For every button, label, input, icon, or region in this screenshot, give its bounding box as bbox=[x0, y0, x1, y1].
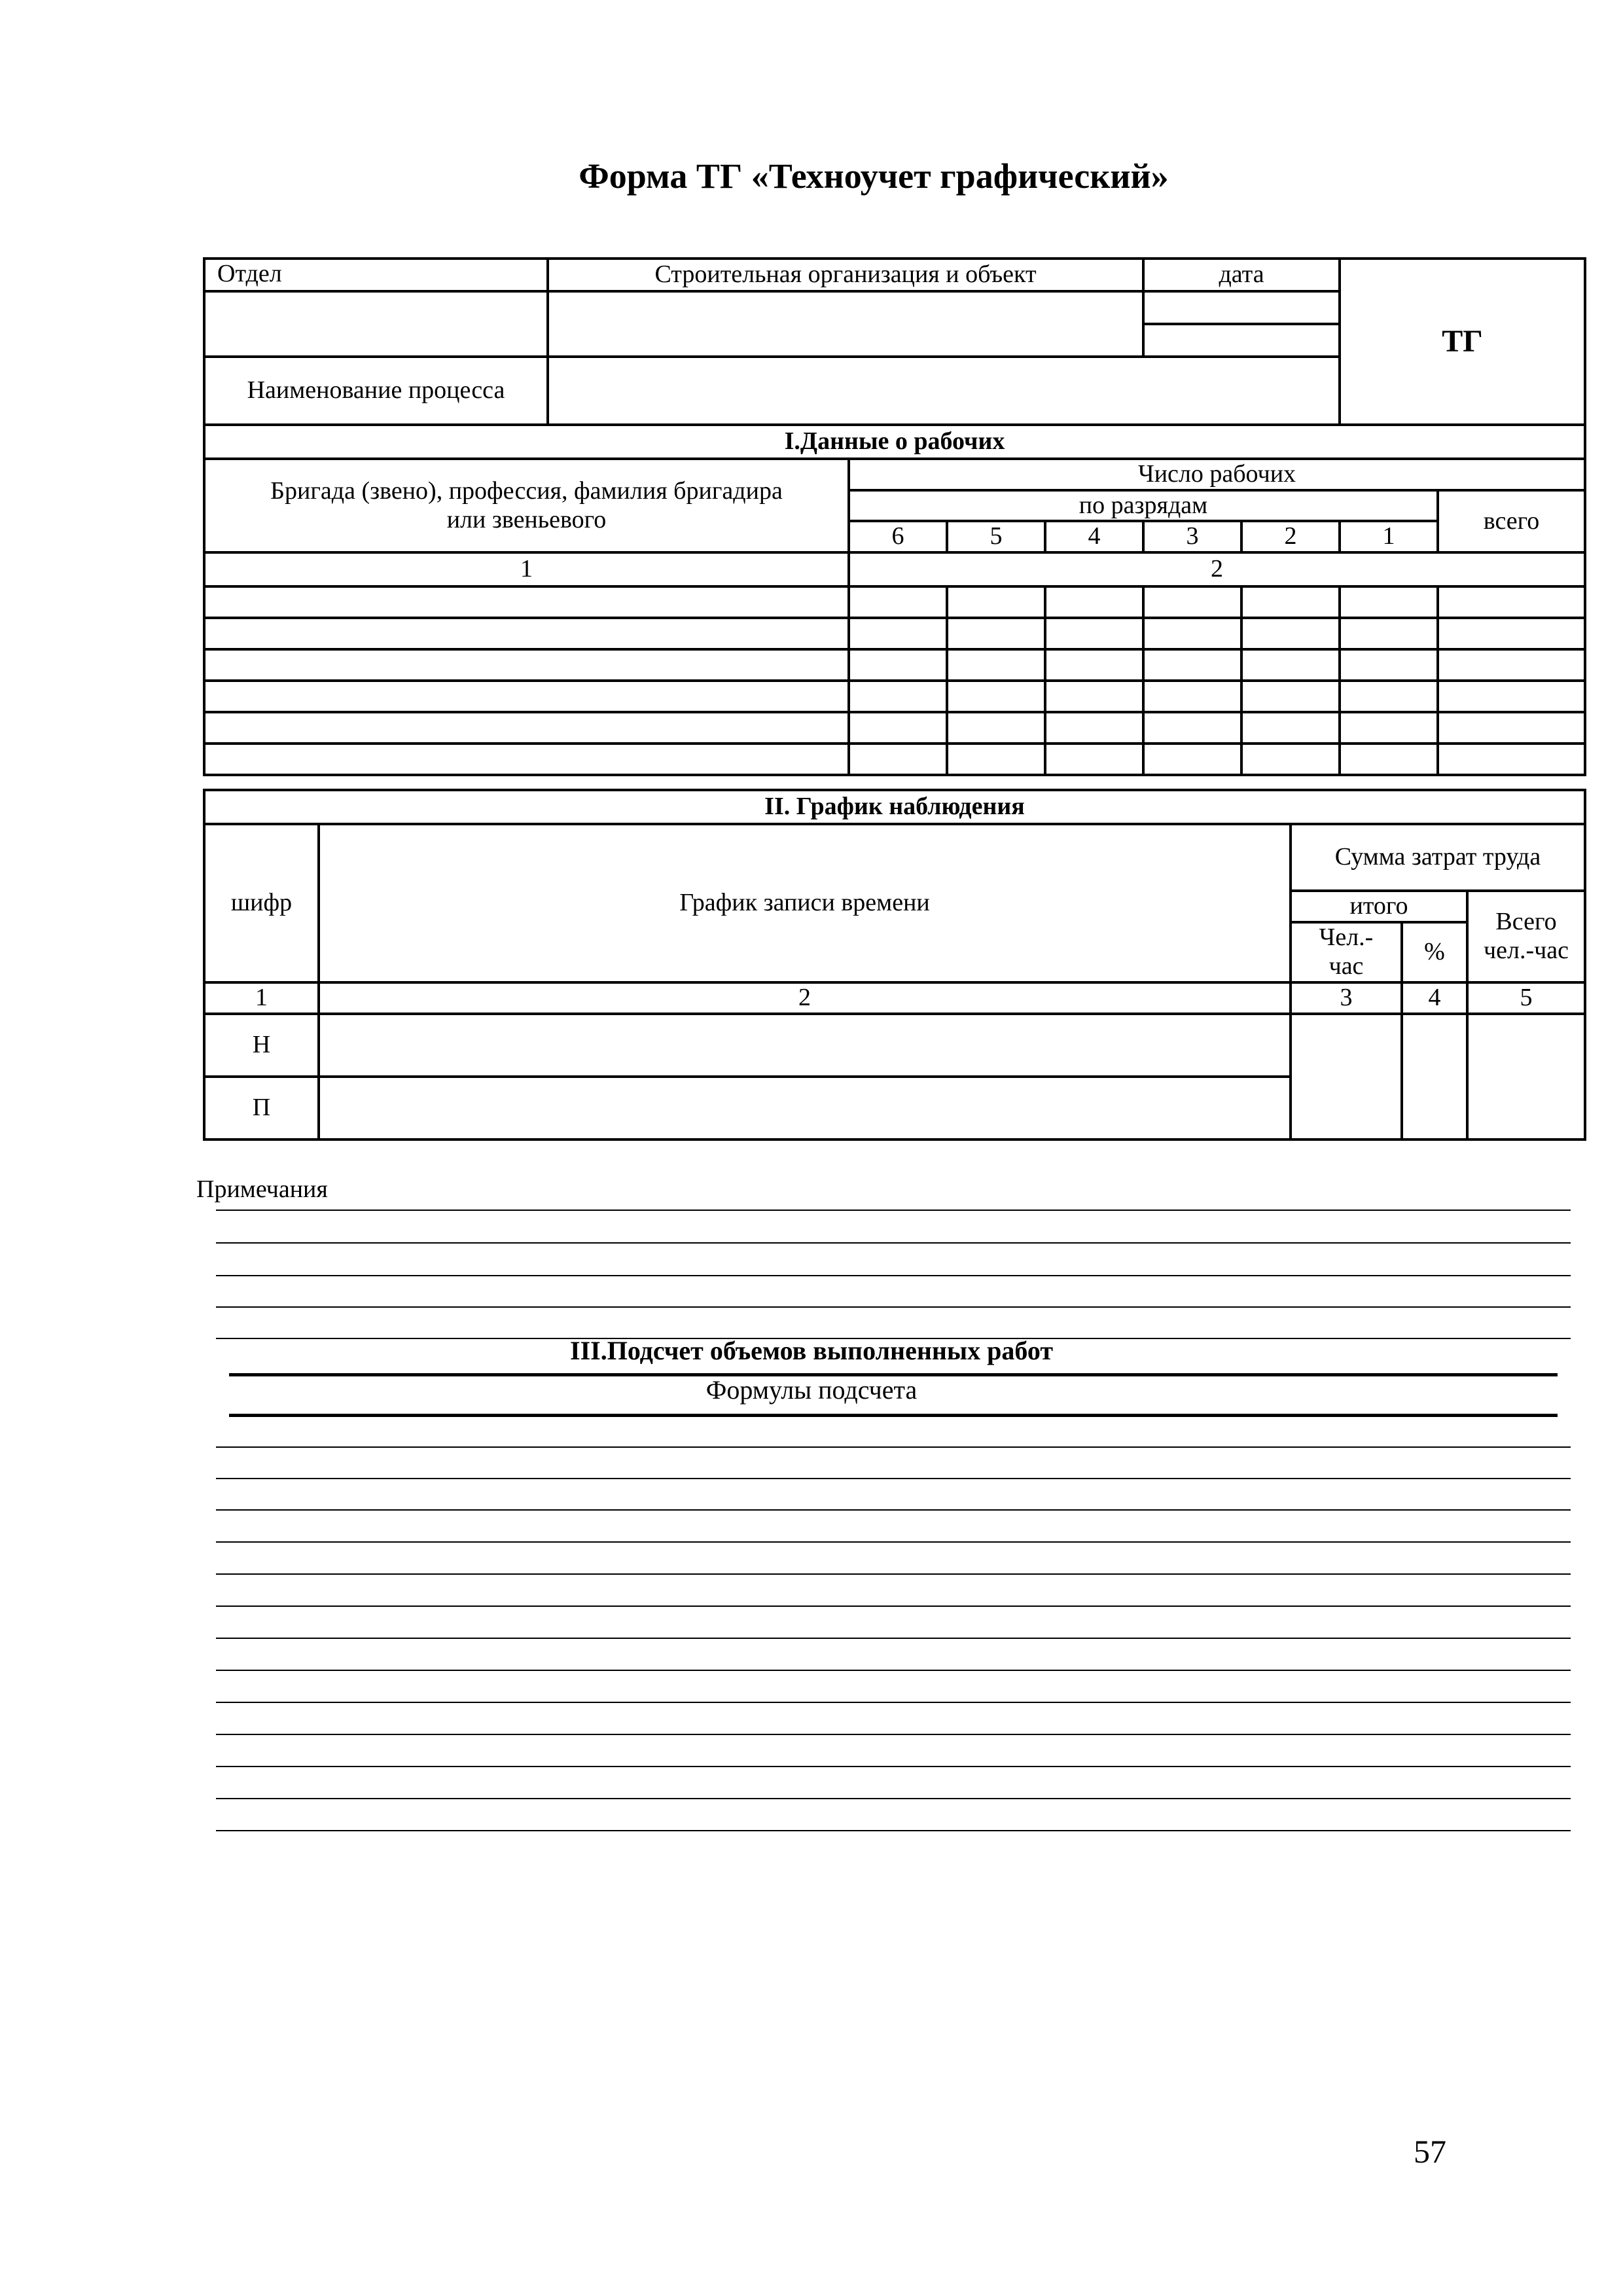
date-label: дата bbox=[1143, 259, 1340, 291]
column-number-2: 2 bbox=[849, 552, 1585, 586]
grand-total-label: Всего bbox=[1495, 908, 1557, 936]
formula-line[interactable] bbox=[216, 1830, 1571, 1831]
formula-line[interactable] bbox=[216, 1605, 1571, 1607]
notes-line[interactable] bbox=[216, 1242, 1571, 1244]
department-label: Отдел bbox=[204, 259, 548, 291]
section3-divider bbox=[229, 1414, 1558, 1417]
page-title: Форма ТГ «Техноучет графический» bbox=[579, 156, 1169, 196]
notes-line[interactable] bbox=[216, 1306, 1571, 1308]
worker-row bbox=[204, 586, 1585, 618]
process-name-value[interactable] bbox=[548, 357, 1340, 425]
grade-1: 1 bbox=[1340, 521, 1438, 552]
subtotal-header: итого bbox=[1291, 891, 1467, 922]
organization-value[interactable] bbox=[548, 291, 1143, 357]
worker-row bbox=[204, 712, 1585, 744]
num-5: 5 bbox=[1467, 982, 1585, 1014]
section3-subtitle: Формулы подсчета bbox=[705, 1375, 918, 1405]
formula-line[interactable] bbox=[216, 1798, 1571, 1799]
worker-row bbox=[204, 649, 1585, 681]
formula-line[interactable] bbox=[216, 1638, 1571, 1639]
formula-line[interactable] bbox=[216, 1509, 1571, 1511]
form-table-graph bbox=[203, 789, 1586, 1141]
department-value[interactable] bbox=[204, 291, 548, 357]
time-grid-row-n[interactable] bbox=[319, 1014, 1291, 1077]
section3-title: III.Подсчет объемов выполненных работ bbox=[570, 1336, 1053, 1365]
form-code: ТГ bbox=[1340, 259, 1585, 425]
column-number-1: 1 bbox=[204, 552, 849, 586]
labor-sum-header: Сумма затрат труда bbox=[1291, 824, 1585, 891]
grand-total-header bbox=[1467, 891, 1585, 982]
date-value-2[interactable] bbox=[1143, 324, 1340, 357]
workers-count-header: Число рабочих bbox=[849, 459, 1585, 490]
section1-title: I.Данные о рабочих bbox=[204, 425, 1585, 459]
formula-line[interactable] bbox=[216, 1541, 1571, 1543]
row-label-n: Н bbox=[204, 1014, 319, 1077]
cipher-header: шифр bbox=[204, 824, 319, 982]
formula-line[interactable] bbox=[216, 1766, 1571, 1767]
formula-line[interactable] bbox=[216, 1478, 1571, 1479]
time-grid-row-p[interactable] bbox=[319, 1077, 1291, 1139]
grade-2: 2 bbox=[1241, 521, 1340, 552]
grade-6: 6 bbox=[849, 521, 947, 552]
section2-title: II. График наблюдения bbox=[204, 790, 1585, 824]
grade-4: 4 bbox=[1045, 521, 1143, 552]
percent-header: % bbox=[1402, 922, 1467, 982]
formula-line[interactable] bbox=[216, 1446, 1571, 1448]
notes-line[interactable] bbox=[216, 1275, 1571, 1276]
page-number: 57 bbox=[1414, 2133, 1446, 2170]
schedule-header: График записи времени bbox=[319, 824, 1291, 982]
num-1: 1 bbox=[204, 982, 319, 1014]
notes-label: Примечания bbox=[196, 1175, 328, 1203]
worker-row bbox=[204, 744, 1585, 775]
organization-label: Строительная организация и объект bbox=[548, 259, 1143, 291]
man-hour-lower-label: чел.-час bbox=[1484, 936, 1569, 964]
worker-row bbox=[204, 618, 1585, 649]
num-2: 2 bbox=[319, 982, 1291, 1014]
worker-row bbox=[204, 681, 1585, 712]
formula-line[interactable] bbox=[216, 1573, 1571, 1575]
by-grade-header: по разрядам bbox=[849, 490, 1438, 522]
grade-3: 3 bbox=[1143, 521, 1241, 552]
date-value-1[interactable] bbox=[1143, 291, 1340, 324]
formula-line[interactable] bbox=[216, 1702, 1571, 1703]
row-label-p: П bbox=[204, 1077, 319, 1139]
notes-line[interactable] bbox=[216, 1210, 1571, 1211]
man-hour-header: Чел.-час bbox=[1291, 922, 1402, 982]
formula-line[interactable] bbox=[216, 1670, 1571, 1671]
num-3: 3 bbox=[1291, 982, 1402, 1014]
total-header: всего bbox=[1438, 490, 1585, 552]
formula-line[interactable] bbox=[216, 1734, 1571, 1735]
num-4: 4 bbox=[1402, 982, 1467, 1014]
process-name-label: Наименование процесса bbox=[204, 357, 548, 425]
grade-5: 5 bbox=[947, 521, 1045, 552]
form-table-header bbox=[203, 257, 1586, 776]
brigade-header: Бригада (звено), профессия, фамилия бригадира или звеньевого bbox=[204, 459, 849, 552]
